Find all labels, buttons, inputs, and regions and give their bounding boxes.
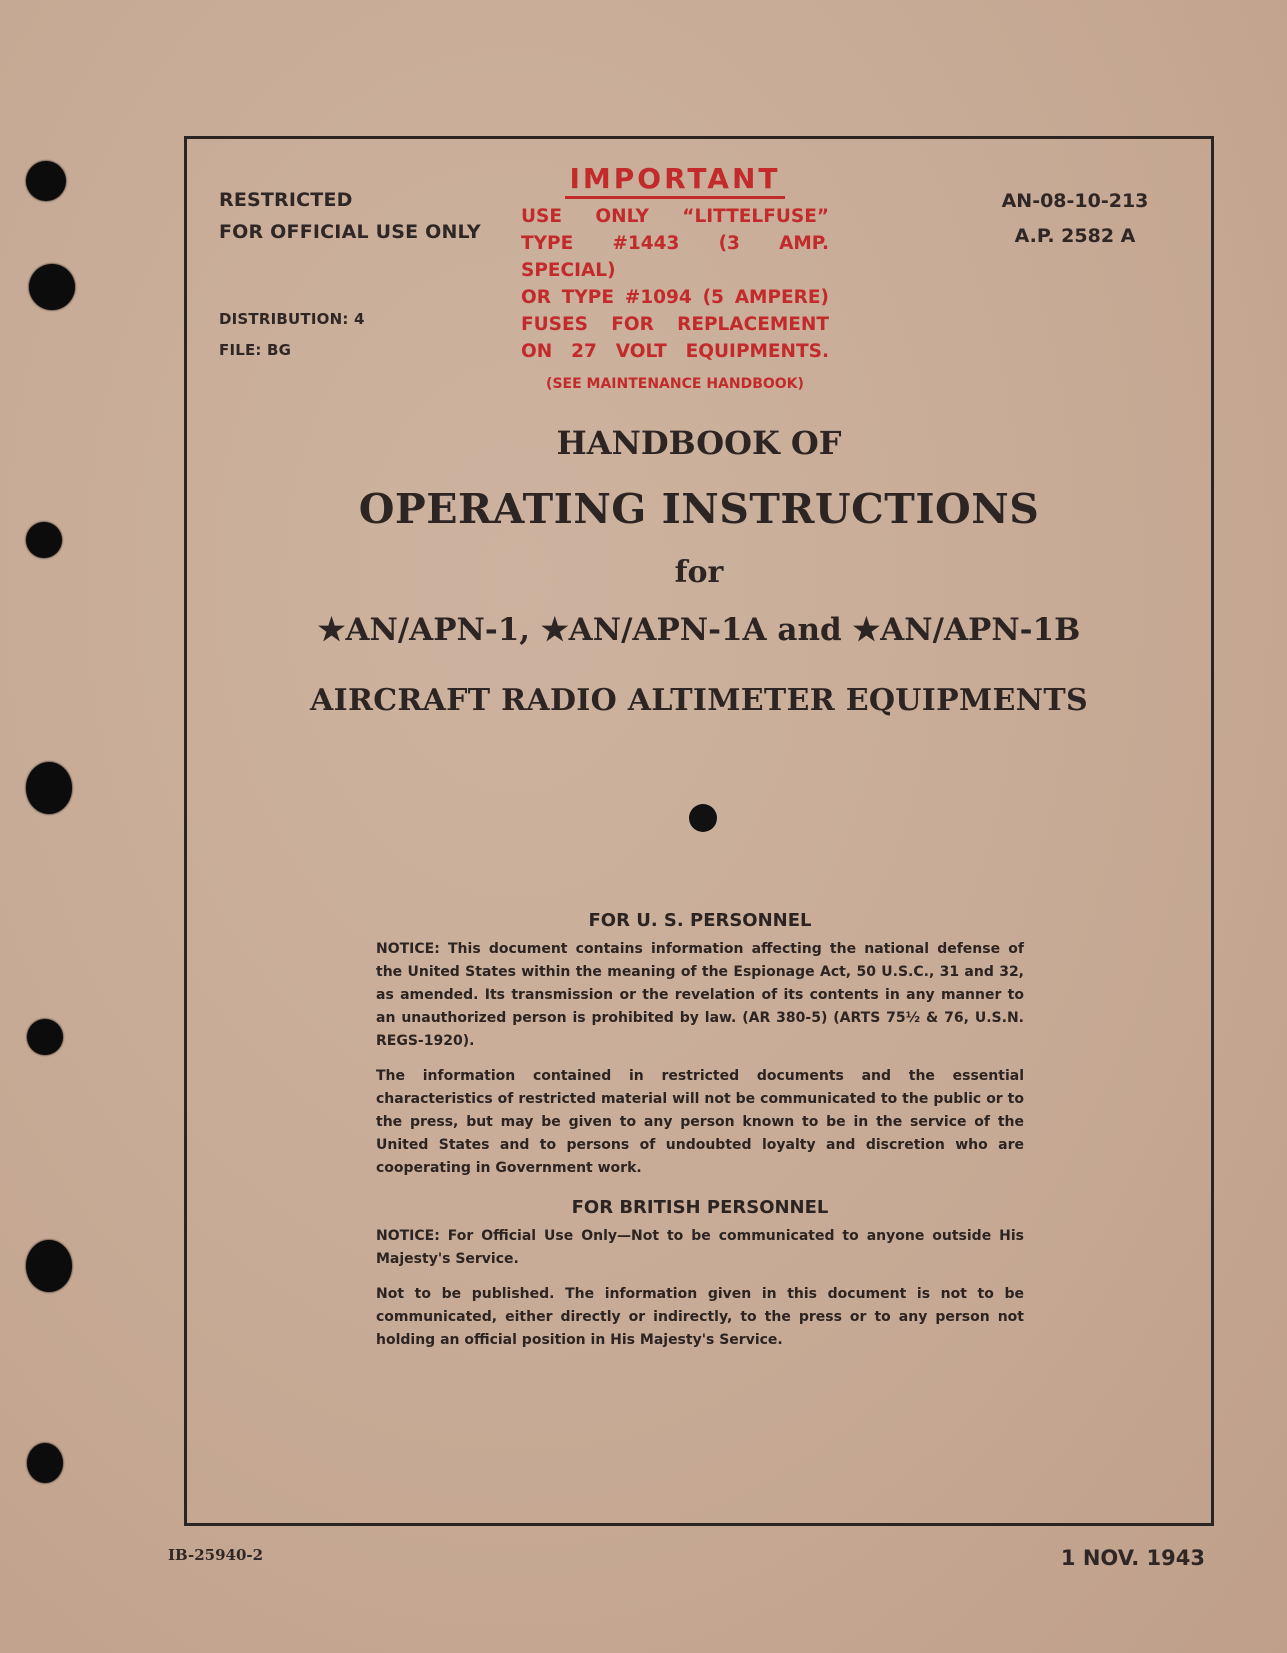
footer-date: 1 NOV. 1943 — [1060, 1546, 1205, 1570]
binder-hole — [29, 264, 75, 310]
bullet-mark — [689, 804, 717, 832]
fuse-line: OR TYPE #1094 (5 AMPERE) — [521, 287, 829, 308]
us-notice: NOTICE: This document contains information affecting the national defense of the United States within the meaning of the Espionage Act, 50 U.S.C., 31 and 32, as amended. Its transmission or the revelation of its contents in any manner to an unauthorized person is prohibited by law. (AR 380-5) (ARTS 75½ & 76, U.S.N. REGS-1920). — [376, 941, 1024, 1049]
see-maintenance-note: (SEE MAINTENANCE HANDBOOK) — [546, 376, 804, 392]
file-label: FILE: BG — [219, 341, 292, 359]
important-heading: IMPORTANT — [565, 162, 784, 199]
binder-hole — [26, 161, 66, 201]
fuse-instructions — [521, 203, 829, 365]
security-notices — [376, 907, 1024, 1364]
title-handbook-of: HANDBOOK OF — [556, 424, 842, 462]
binder-hole — [26, 1240, 72, 1292]
binder-hole — [27, 1019, 63, 1055]
classification-block — [219, 184, 481, 366]
fuse-line: ON 27 VOLT EQUIPMENTS. — [521, 341, 829, 362]
important-notice — [521, 162, 829, 399]
title-equipment-models: ★AN/APN-1, ★AN/APN-1A and ★AN/APN-1B — [317, 612, 1081, 648]
restricted-label: RESTRICTED — [219, 189, 353, 211]
british-paragraph: Not to be published. The information given in this document is not to be communicated, either directly or indirectly, to the press or to any person not holding an official position in His Majesty's Service. — [376, 1286, 1024, 1348]
british-notice: NOTICE: For Official Use Only—Not to be communicated to anyone outside His Majesty's Service. — [376, 1228, 1024, 1267]
title-operating-instructions: OPERATING INSTRUCTIONS — [358, 485, 1040, 533]
document-codes — [960, 184, 1190, 254]
binder-hole — [26, 762, 72, 814]
distribution-label: DISTRIBUTION: 4 — [219, 310, 365, 328]
official-use-label: FOR OFFICIAL USE ONLY — [219, 221, 481, 243]
british-section-heading: FOR BRITISH PERSONNEL — [571, 1197, 829, 1218]
ap-code: A.P. 2582 A — [1014, 225, 1136, 247]
binder-hole — [27, 1443, 63, 1483]
an-code: AN-08-10-213 — [1001, 190, 1149, 212]
title-for: for — [674, 555, 724, 590]
title-equipment-type: AIRCRAFT RADIO ALTIMETER EQUIPMENTS — [310, 683, 1088, 718]
fuse-line: FUSES FOR REPLACEMENT — [521, 314, 829, 335]
footer-print-code: IB-25940-2 — [168, 1546, 264, 1564]
fuse-line: USE ONLY “LITTELFUSE” — [521, 206, 829, 227]
us-paragraph: The information contained in restricted documents and the essential characteristics of restricted material will not be communicated to the public or to the press, but may be given to any person known to be in the service of the United States and to persons of undoubted loyalty and discretion who are cooperating in Government work. — [376, 1068, 1024, 1176]
us-section-heading: FOR U. S. PERSONNEL — [588, 910, 812, 931]
binder-hole — [26, 522, 62, 558]
fuse-line: TYPE #1443 (3 AMP. SPECIAL) — [521, 233, 829, 281]
